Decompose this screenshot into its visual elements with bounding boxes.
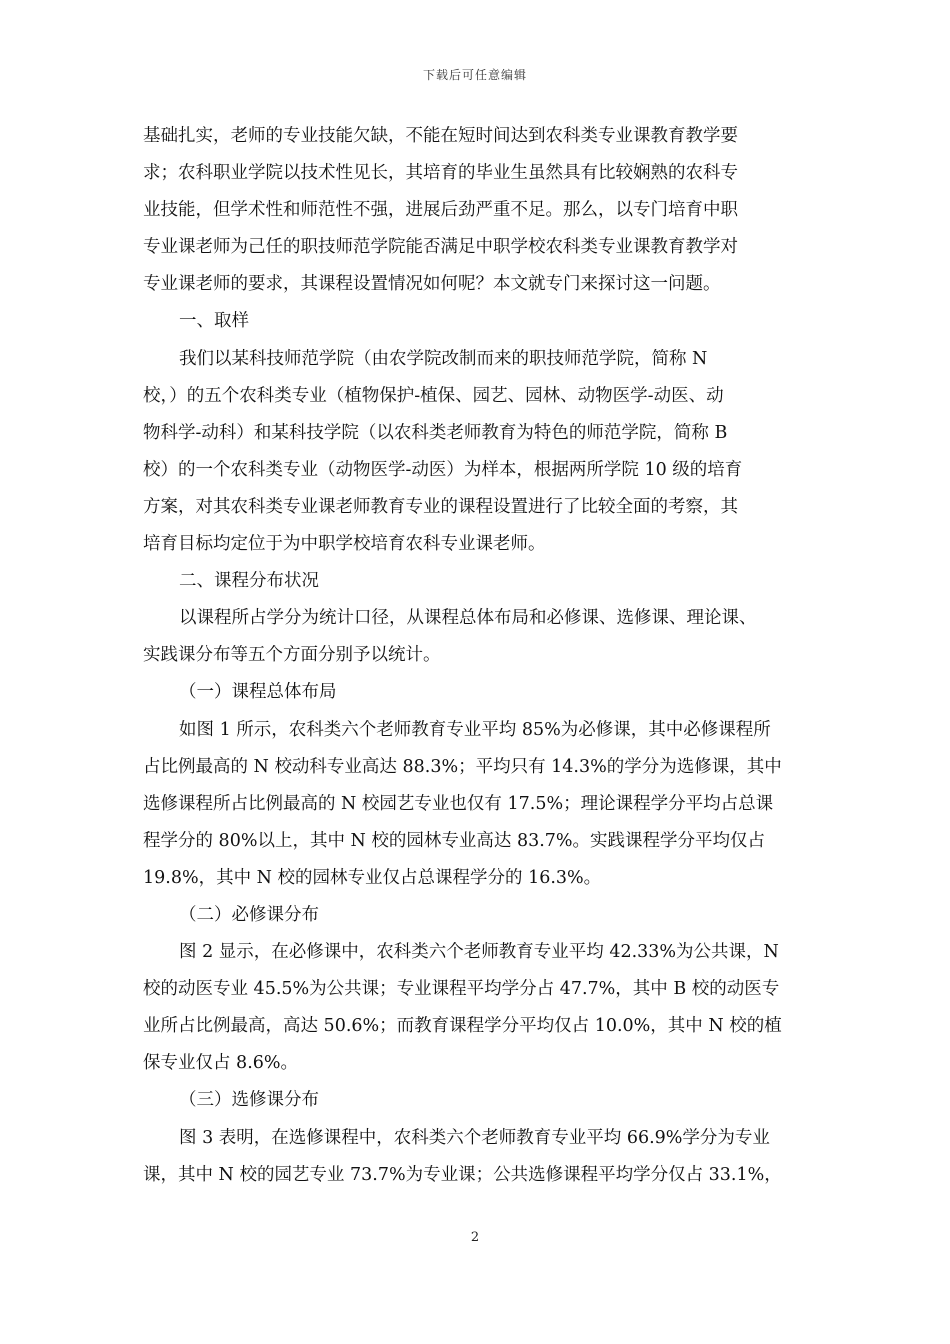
text-line: 如图 1 所示，农科类六个老师教育专业平均 85%为必修课，其中必修课程所 [179, 719, 771, 740]
text-line: 二、课程分布状况 [179, 571, 319, 592]
text-line: 19.8%，其中 N 校的园林专业仅占总课程学分的 16.3%。 [143, 867, 602, 888]
text-line: 图 2 显示，在必修课中，农科类六个老师教育专业平均 42.33%为公共课，N [179, 942, 779, 963]
text-line: 专业课老师为己任的职技师范学院能否满足中职学校农科类专业课教育教学对 [143, 237, 738, 258]
text-line: 图 3 表明，在选修课程中，农科类六个老师教育专业平均 66.9%学分为专业 [179, 1127, 770, 1148]
paragraph [143, 934, 813, 1082]
text-line: （二）必修课分布 [179, 904, 319, 925]
text-line: 专业课老师的要求，其课程设置情况如何呢？本文就专门来探讨这一问题。 [143, 274, 721, 295]
subsection-heading [143, 1082, 813, 1119]
text-line: 选修课程所占比例最高的 N 校园艺专业也仅有 17.5%；理论课程学分平均占总课 [143, 793, 774, 814]
text-line: 实践课分布等五个方面分别予以统计。 [143, 645, 441, 666]
document-body [143, 118, 813, 1194]
text-line: 校，）的五个农科类专业（植物保护-植保、园艺、园林、动物医学-动医、动 [143, 385, 724, 406]
text-line: 课，其中 N 校的园艺专业 73.7%为专业课；公共选修课程平均学分仅占 33.1%， [143, 1164, 782, 1185]
text-line: 保专业仅占 8.6%。 [143, 1053, 299, 1074]
text-line: 基础扎实，老师的专业技能欠缺，不能在短时间达到农科类专业课教育教学要 [143, 126, 738, 146]
text-line: 业技能，但学术性和师范性不强，进展后劲严重不足。那么，以专门培育中职 [143, 200, 738, 221]
page-number: 2 [470, 1230, 480, 1245]
text-line: 校）的一个农科类专业（动物医学-动医）为样本，根据两所学院 10 级的培育 [143, 459, 743, 480]
text-line: （一）课程总体布局 [179, 682, 337, 703]
text-line: 校的动医专业 45.5%为公共课；专业课程平均学分占 47.7%，其中 B 校的动医专 [143, 979, 780, 1000]
subsection-heading [143, 674, 813, 711]
paragraph [143, 712, 813, 897]
text-line: （三）选修课分布 [179, 1090, 319, 1111]
text-line: 物科学-动科）和某科技学院（以农科类老师教育为特色的师范学院，简称 B [143, 422, 728, 443]
paragraph [143, 600, 813, 674]
text-line: 占比例最高的 N 校动科专业高达 88.3%；平均只有 14.3%的学分为选修课，其中 [143, 756, 782, 777]
text-line: 方案，对其农科类专业课老师教育专业的课程设置进行了比较全面的考察，其 [143, 496, 738, 517]
paragraph [143, 118, 813, 303]
text-line: 业所占比例最高，高达 50.6%；而教育课程学分平均仅占 10.0%，其中 N 校的植 [143, 1016, 782, 1037]
section-heading [143, 303, 813, 340]
section-heading [143, 563, 813, 600]
paragraph [143, 1120, 813, 1194]
paragraph [143, 341, 813, 564]
page-header: 下载后可任意编辑 [422, 68, 527, 82]
text-line: 一、取样 [179, 311, 249, 332]
text-line: 求；农科职业学院以技术性见长，其培育的毕业生虽然具有比较娴熟的农科专 [143, 163, 738, 184]
text-line: 培育目标均定位于为中职学校培育农科专业课老师。 [143, 534, 546, 555]
text-line: 我们以某科技师范学院（由农学院改制而来的职技师范学院，简称 N [179, 348, 708, 369]
subsection-heading [143, 897, 813, 934]
text-line: 程学分的 80%以上，其中 N 校的园林专业高达 83.7%。实践课程学分平均仅占 [143, 830, 766, 851]
text-line: 以课程所占学分为统计口径，从课程总体布局和必修课、选修课、理论课、 [179, 608, 757, 629]
